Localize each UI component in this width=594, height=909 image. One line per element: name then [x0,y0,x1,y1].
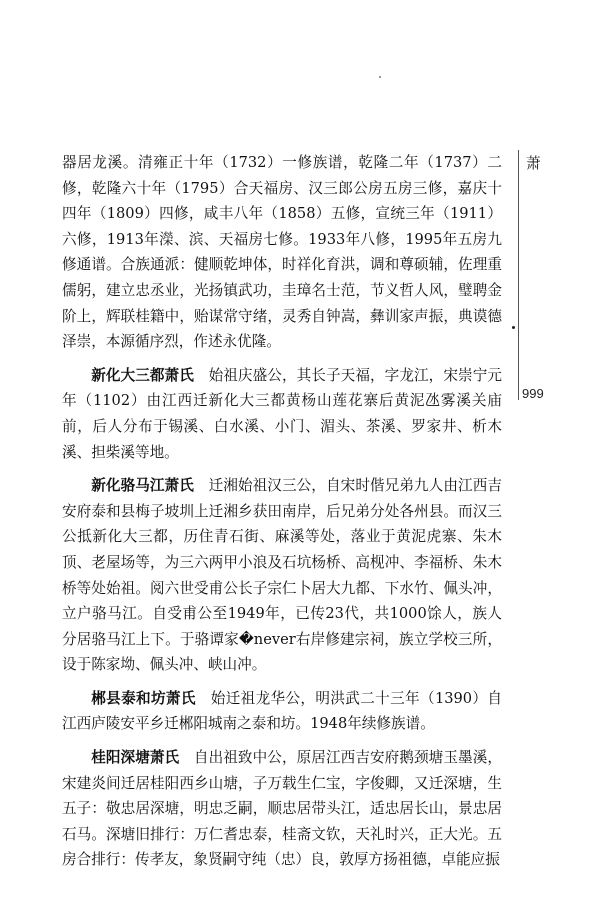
paragraph-xinhua-luomajiang [62,473,502,678]
paragraph-text: 自出祖致中公，原居江西吉安府鹅颈塘玉墨溪，宋建炎间迁居桂阳西乡山塘，子万载生仁宝，字俊卿，又迁深塘，生五子：敬忠居深塘，明忠乏嗣，顺忠居带头江，适忠居长山，景忠居石马。深塘旧排行：万仁耆忠泰，桂斋文钦，天礼时兴，正大光。五房合排行：传孝友，象贤嗣守纯（忠）良，敦厚方扬祖德，卓能应振 [62,749,502,869]
body-text [62,150,502,881]
paragraph-text: 器居龙溪。清雍正十年（1732）一修族谱，乾隆二年（1737）二修，乾隆六十年（1795）合天福房、汉三郎公房五房三修，嘉庆十四年（1809）四修，咸丰八年（1858）五修，宣统三年（1911）六修，1913年濚、滨、天福房七修。1933年八修，1995年五房九修通谱。合族通派：健顺乾坤体，时祥化育洪，调和尊硕辅，佐理重儒躬，建立忠丞业，光扬镇武功，圭璋名士范，节义哲人风，璧聘金阶上，辉联桂籍中，贻谋常守绪，灵秀自钟嵩，彝训家声振，典谟德泽崇，本源循序烈，作述永优隆。 [62,154,502,351]
scan-speck [379,76,381,78]
paragraph-xinhua-dasandu [62,363,502,465]
paragraph-text: 迁湘始祖汉三公，自宋时偕兄弟九人由江西吉安府泰和县梅子坡圳上迁湘乡获田南岸，后兄弟分处各州县。而汉三公抵新化大三都，历住青石街、麻溪等处，落业于黄泥虎寨、朱木顶、老屋场等，为三六两甲小浪及石坑杨桥、高枧冲、李福桥、朱木桥等处始祖。阅六世受甫公长子宗仁卜居大九都、下水竹、佩头冲，立户骆马江。自受甫公至1949年，已传23代，共1000馀人，族人分居骆马江上下。于骆谭家�never右岸修建宗祠，族立学校三所，设于陈家坳、佩头冲、峡山冲。 [62,477,502,674]
margin-dot [512,326,515,329]
paragraph-chenxian-taihefang [62,686,502,737]
entry-heading: 新化骆马江萧氏 [91,477,194,495]
page-number: 999 [522,386,544,401]
paragraph-guiyang-shentang [62,745,502,873]
paragraph-text: 始迁祖龙华公，明洪武二十三年（1390）自江西庐陵安平乡迁郴阳城南之泰和坊。1948年续修族谱。 [62,689,502,733]
entry-heading: 桂阳深塘萧氏 [91,749,180,767]
paragraph-text: 始祖庆盛公，其长子天福，字龙江，宋崇宁元年（1102）由江西迁新化大三都黄杨山莲花寨后黄泥氹雾溪关庙前，后人分布于锡溪、白水溪、小门、湄头、茶溪、罗家井、析木溪、担柴溪等地。 [62,366,502,461]
paragraph-continuation [62,150,502,355]
entry-heading: 新化大三都萧氏 [91,366,194,384]
margin-divider-line [518,150,519,400]
entry-heading: 郴县泰和坊萧氏 [91,689,196,707]
running-header-char: 萧 [526,155,541,172]
